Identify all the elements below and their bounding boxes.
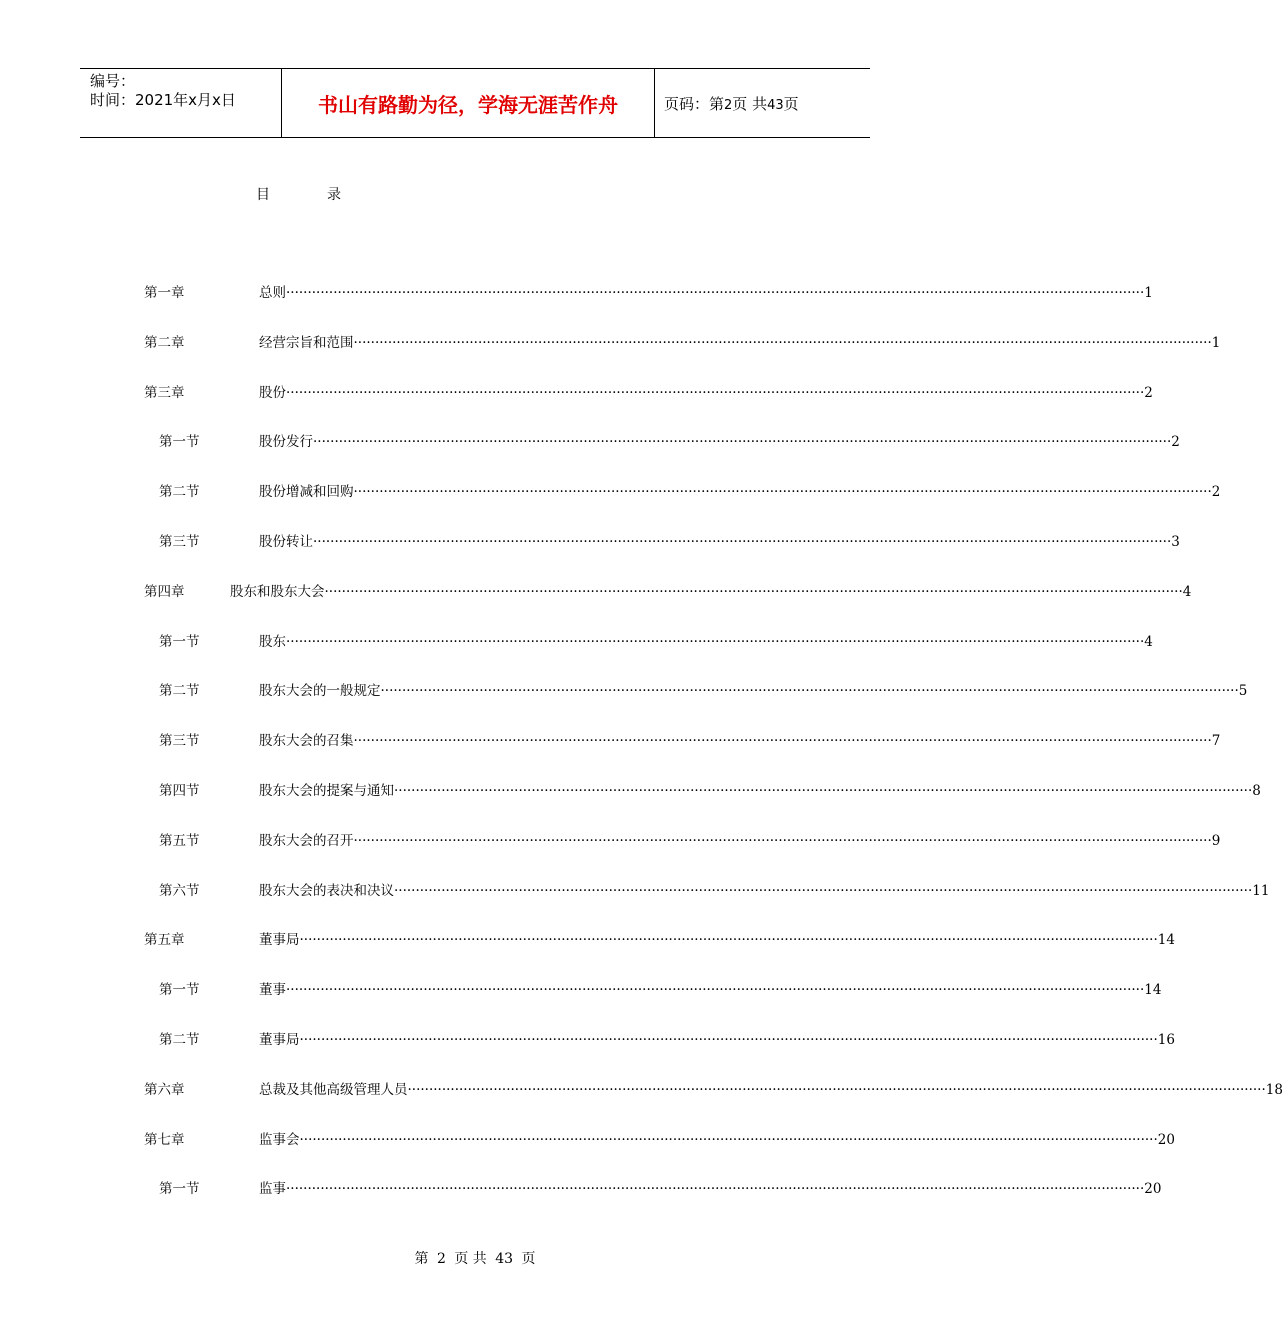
toc-entry-label: 第一节 (159, 982, 200, 998)
toc-leader-dots: ········································································································································································································ (353, 335, 1212, 351)
toc-entry-label: 第六节 (159, 883, 200, 899)
toc-leader-dots: ········································································································································································································ (380, 683, 1239, 699)
footer-prefix: 第 (414, 1251, 429, 1267)
toc-leader-dots: ········································································································································································································ (313, 534, 1172, 550)
toc-entry[interactable] (259, 1030, 1175, 1050)
toc-entry-title: 监事会 (259, 1132, 300, 1148)
document-header (80, 68, 870, 138)
toc-entry-label: 第五章 (144, 932, 185, 948)
toc-entry-page: 14 (1157, 932, 1175, 948)
toc-entry[interactable] (259, 1179, 1162, 1199)
toc-entry[interactable] (259, 432, 1180, 452)
toc-entry[interactable] (259, 980, 1162, 1000)
toc-row (0, 482, 1221, 502)
toc-entry-label: 第六章 (144, 1082, 185, 1098)
toc-row (0, 532, 1180, 552)
header-motto-cell (281, 69, 655, 137)
toc-leader-dots: ········································································································································································································ (299, 932, 1158, 948)
toc-entry-title: 股份增减和回购 (259, 484, 354, 500)
toc-entry-page: 3 (1171, 534, 1180, 550)
toc-row (0, 1080, 1283, 1100)
toc-row (0, 930, 1175, 950)
toc-row (0, 1179, 1162, 1199)
toc-entry[interactable] (259, 781, 1261, 801)
toc-entry[interactable] (259, 930, 1175, 950)
toc-entry-page: 8 (1252, 783, 1261, 799)
toc-leader-dots: ········································································································································································································ (353, 833, 1212, 849)
toc-entry-label: 第三章 (144, 385, 185, 401)
toc-entry-title: 股东大会的召开 (259, 833, 354, 849)
header-motto: 书山有路勤为径，学海无涯苦作舟 (318, 92, 618, 117)
toc-entry-title: 董事局 (259, 1032, 300, 1048)
toc-leader-dots: ········································································································································································································ (324, 584, 1183, 600)
toc-entry[interactable] (259, 383, 1153, 403)
toc-entry-title: 股东和股东大会 (230, 584, 325, 600)
toc-row (0, 432, 1180, 452)
toc-entry-page: 4 (1182, 584, 1192, 600)
toc-leader-dots: ········································································································································································································ (394, 783, 1253, 799)
toc-entry[interactable] (259, 1130, 1175, 1150)
toc-entry-page: 20 (1144, 1181, 1162, 1197)
toc-leader-dots: ········································································································································································································ (407, 1082, 1266, 1098)
footer-total-pages: 43 (495, 1251, 514, 1267)
footer-current-page: 2 (436, 1251, 446, 1267)
toc-entry-page: 18 (1265, 1082, 1283, 1098)
toc-row (0, 383, 1153, 403)
header-pagecode-cell (654, 69, 870, 137)
toc-entry-label: 第二节 (159, 1032, 200, 1048)
toc-row (0, 1130, 1175, 1150)
toc-entry[interactable] (259, 831, 1221, 851)
toc-entry-page: 7 (1211, 733, 1221, 749)
toc-entry-label: 第四章 (144, 584, 185, 600)
toc-row (0, 980, 1162, 1000)
toc-entry-title: 股份转让 (259, 534, 313, 550)
toc-entry-page: 2 (1211, 484, 1221, 500)
toc-entry-label: 第三节 (159, 733, 200, 749)
toc-entry-page: 11 (1252, 883, 1270, 899)
toc-entry-label: 第一节 (159, 634, 200, 650)
toc-entry[interactable] (259, 283, 1153, 303)
toc-entry[interactable] (259, 681, 1248, 701)
toc-entry-label: 第二节 (159, 683, 200, 699)
toc-row (0, 881, 1270, 901)
toc-entry-page: 5 (1238, 683, 1248, 699)
toc-row (0, 781, 1261, 801)
toc-entry-label: 第七章 (144, 1132, 185, 1148)
toc-row (0, 582, 1192, 602)
header-pagecode: 页码：第2页 共43页 (664, 94, 799, 113)
toc-row (0, 831, 1221, 851)
toc-entry-page: 4 (1144, 634, 1153, 650)
toc-entry-page: 2 (1144, 385, 1153, 401)
toc-entry-page: 2 (1171, 434, 1180, 450)
toc-leader-dots: ········································································································································································································ (286, 1181, 1145, 1197)
toc-entry-title: 股份 (259, 385, 286, 401)
toc-entry-label: 第一节 (159, 1181, 200, 1197)
toc-leader-dots: ········································································································································································································ (299, 1032, 1158, 1048)
toc-leader-dots: ········································································································································································································ (286, 285, 1145, 301)
toc-entry-title: 董事局 (259, 932, 300, 948)
toc-entry-title: 股东大会的提案与通知 (259, 783, 394, 799)
toc-leader-dots: ········································································································································································································ (353, 733, 1212, 749)
toc-entry-page: 1 (1144, 285, 1153, 301)
toc-entry-title: 股东大会的一般规定 (259, 683, 381, 699)
toc-entry-title: 股份发行 (259, 434, 313, 450)
toc-entry[interactable] (259, 632, 1153, 652)
toc-entry-label: 第四节 (159, 783, 200, 799)
toc-entry[interactable] (230, 582, 1192, 602)
toc-entry-title: 总裁及其他高级管理人员 (259, 1082, 408, 1098)
toc-entry[interactable] (259, 1080, 1283, 1100)
footer-mid: 页 共 (454, 1251, 487, 1267)
footer-suffix: 页 (521, 1251, 536, 1267)
toc-entry-title: 经营宗旨和范围 (259, 335, 354, 351)
toc-entry-label: 第一章 (144, 285, 185, 301)
toc-entry-label: 第五节 (159, 833, 200, 849)
toc-leader-dots: ········································································································································································································ (299, 1132, 1158, 1148)
toc-leader-dots: ········································································································································································································ (353, 484, 1212, 500)
toc-entry-label: 第一节 (159, 434, 200, 450)
toc-leader-dots: ········································································································································································································ (286, 385, 1145, 401)
toc-row (0, 632, 1153, 652)
toc-title-right: 录 (327, 187, 341, 203)
toc-entry-title: 股东大会的召集 (259, 733, 354, 749)
toc-leader-dots: ········································································································································································································ (286, 982, 1145, 998)
toc-entry-title: 董事 (259, 982, 286, 998)
toc-leader-dots: ········································································································································································································ (394, 883, 1253, 899)
toc-entry-label: 第二节 (159, 484, 200, 500)
toc-title-left: 目 (256, 187, 270, 203)
header-left-cell (80, 69, 280, 137)
toc-leader-dots: ········································································································································································································ (313, 434, 1172, 450)
page-footer (0, 1248, 950, 1268)
toc-entry[interactable] (259, 532, 1180, 552)
document-number-label: 编号： (90, 72, 136, 90)
toc-entry-page: 9 (1211, 833, 1221, 849)
toc-entry-title: 总则 (259, 285, 286, 301)
toc-entry-page: 1 (1211, 335, 1221, 351)
toc-entry-label: 第三节 (159, 534, 200, 550)
toc-entry[interactable] (259, 333, 1221, 353)
toc-entry-page: 16 (1157, 1032, 1175, 1048)
toc-entry[interactable] (259, 881, 1270, 901)
toc-row (0, 283, 1153, 303)
toc-row (0, 731, 1221, 751)
toc-row (0, 1030, 1175, 1050)
document-time-label: 时间：2021年x月x日 (90, 91, 236, 109)
toc-entry-title: 股东 (259, 634, 286, 650)
toc-entry[interactable] (259, 731, 1221, 751)
toc-row (0, 333, 1221, 353)
toc-entry-page: 20 (1157, 1132, 1175, 1148)
toc-leader-dots: ········································································································································································································ (286, 634, 1145, 650)
toc-entry-title: 股东大会的表决和决议 (259, 883, 394, 899)
toc-entry-label: 第二章 (144, 335, 185, 351)
toc-entry[interactable] (259, 482, 1221, 502)
toc-row (0, 681, 1248, 701)
toc-entry-page: 14 (1144, 982, 1162, 998)
toc-entry-title: 监事 (259, 1181, 286, 1197)
